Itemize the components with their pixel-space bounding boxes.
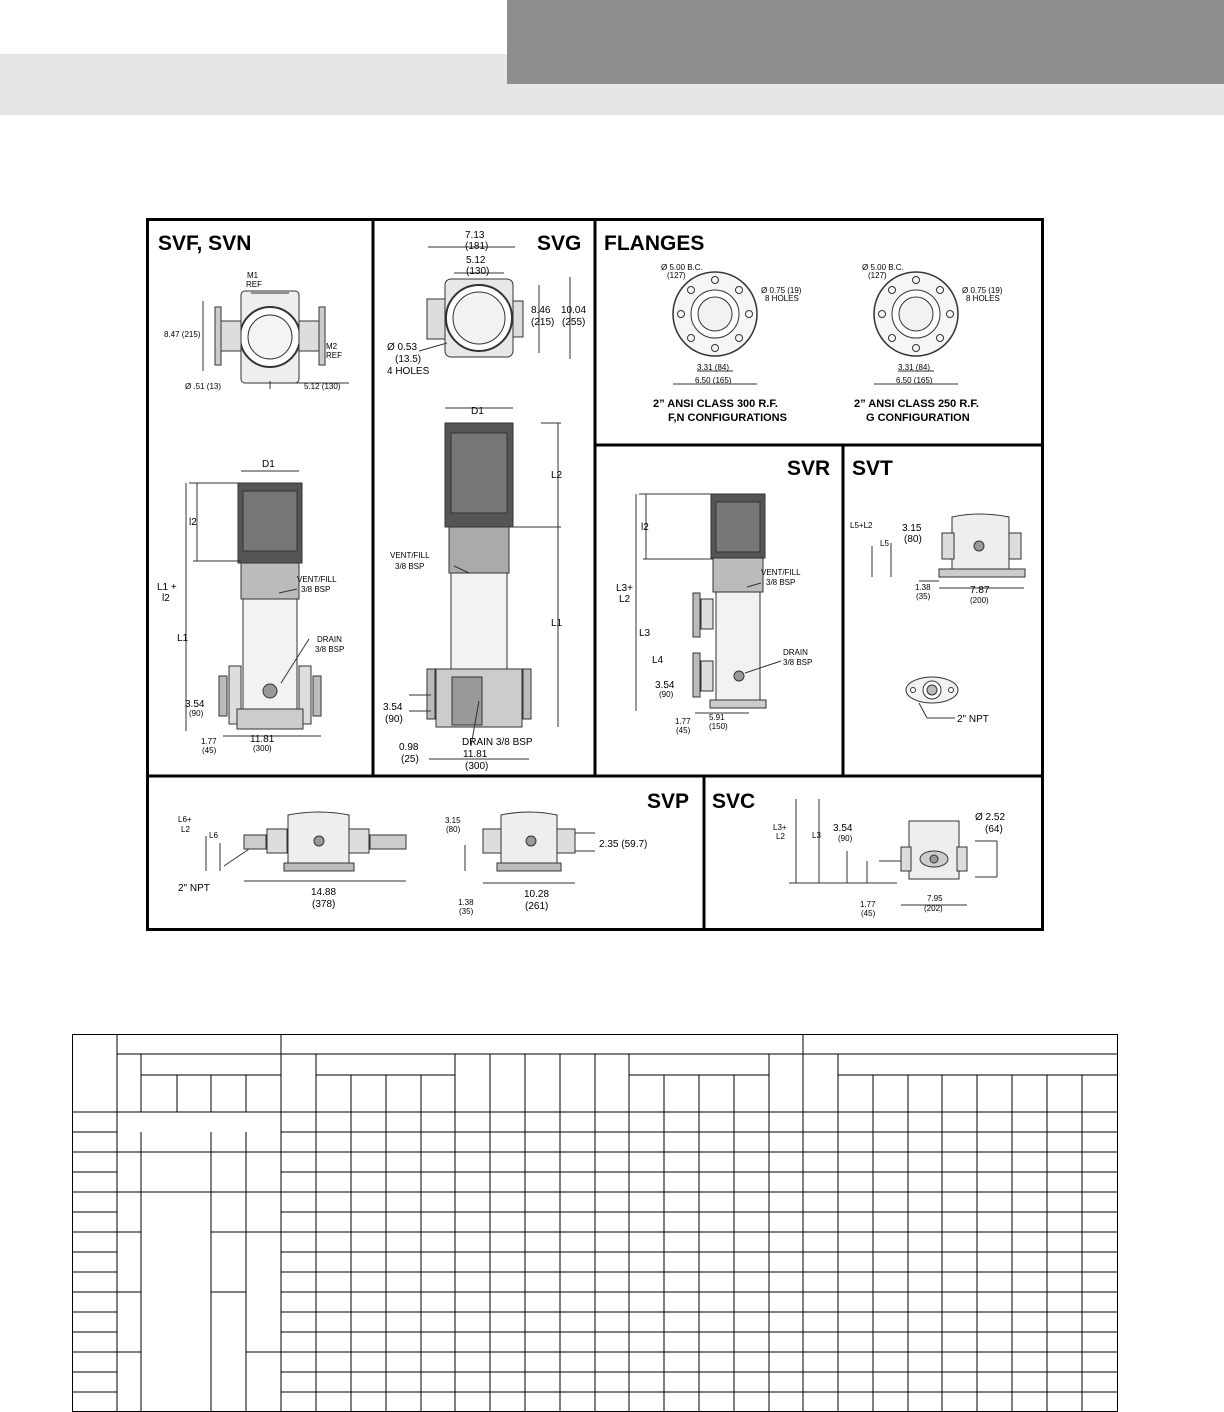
panel-title-svf-svn: SVF, SVN [158, 232, 252, 255]
panel-svp [178, 790, 689, 916]
svp-l6plus-label: L6+ [178, 815, 192, 824]
svc-l3-label: L3 [812, 831, 821, 840]
svt-l5l2-label: L5+L2 [850, 521, 873, 530]
panel-title-svr: SVR [787, 457, 831, 480]
svf-dim-177: 1.77 [201, 737, 217, 746]
svc-dim-795: 7.95 [927, 894, 943, 903]
svc-dim-177: 1.77 [860, 900, 876, 909]
svp-dim-235: 2.35 (59.7) [599, 839, 648, 850]
svp-left-drawing [206, 812, 406, 881]
svf-m1-label: M1 [247, 271, 259, 280]
svr-l4-label: L4 [652, 655, 664, 666]
svr-vent-label: VENT/FILL [761, 568, 801, 577]
svf-vent-bsp: 3/8 BSP [301, 585, 331, 594]
svf-dim-512: 5.12 (130) [304, 382, 341, 391]
svp-dim-80: (80) [446, 825, 461, 834]
svf-m2-label: M2 [326, 342, 338, 351]
flange-left-bc: Ø 5.00 B.C. [661, 263, 703, 272]
svr-dim-177: 1.77 [675, 717, 691, 726]
panel-title-svt: SVT [852, 457, 893, 480]
svg-side-view-drawing [409, 408, 561, 759]
svf-dim-847: 8.47 (215) [164, 330, 201, 339]
svr-dim-45: (45) [676, 726, 691, 735]
svr-l2b-label: L2 [619, 594, 631, 605]
svt-npt-label: 2" NPT [957, 714, 989, 725]
svg-drain-label: DRAIN 3/8 BSP [462, 737, 533, 748]
svg-top-view-drawing [419, 247, 570, 359]
flange-left-bc-mm: (127) [667, 271, 686, 280]
panel-title-svp: SVP [647, 790, 690, 813]
panel-svf-svn [157, 232, 349, 755]
svp-dim-315: 3.15 [445, 816, 461, 825]
svf-ref2-label: REF [326, 351, 342, 360]
svt-dim-80: (80) [904, 534, 922, 545]
flange-right-outer: 6.50 (165) [896, 376, 933, 385]
svp-right-drawing [465, 812, 595, 883]
svf-dim-90: (90) [189, 709, 204, 718]
svc-dim-354: 3.54 [833, 823, 853, 834]
svf-top-view-drawing [203, 291, 349, 389]
svf-vent-label: VENT/FILL [297, 575, 337, 584]
svp-l6-label: L6 [209, 831, 218, 840]
svp-dim-1028: 10.28 [524, 889, 550, 900]
svf-d1-label: D1 [262, 459, 275, 470]
svt-side-view-drawing [872, 514, 1025, 588]
dimensions-table [72, 1034, 1118, 1412]
svp-l2-label: L2 [181, 825, 190, 834]
svp-npt-label: 2" NPT [178, 883, 210, 894]
panel-title-svc: SVC [712, 790, 756, 813]
svt-oval-flange-drawing [906, 677, 958, 718]
svf-drain-label: DRAIN [317, 635, 342, 644]
panel-title-svg: SVG [537, 232, 582, 255]
panel-flanges [604, 232, 1003, 424]
svt-dim-138: 1.38 [915, 583, 931, 592]
svf-dim-45: (45) [202, 746, 217, 755]
panel-svt [850, 457, 1025, 725]
svc-dim-252: Ø 2.52 [975, 812, 1006, 823]
flange-left-caption1: 2” ANSI CLASS 300 R.F. [653, 398, 778, 410]
svf-dim-hole: Ø .51 (13) [185, 382, 222, 391]
svg-hole-mm: (13.5) [395, 354, 422, 365]
svf-ref1-label: REF [246, 280, 262, 289]
svg-hole-label: Ø 0.53 [387, 342, 418, 353]
svp-dim-138: 1.38 [458, 898, 474, 907]
flange-left-outer: 6.50 (165) [695, 376, 732, 385]
flange-right-caption1: 2” ANSI CLASS 250 R.F. [854, 398, 979, 410]
svf-l2-label: l2 [189, 517, 197, 528]
svt-l5-label: L5 [880, 539, 889, 548]
svr-drain-bsp: 3/8 BSP [783, 658, 813, 667]
flange-left-caption2: F,N CONFIGURATIONS [668, 412, 787, 424]
svc-dim-202: (202) [924, 904, 943, 913]
svr-l3plus-label: L3+ [616, 583, 633, 594]
flange-right-inner: 3.31 (84) [898, 363, 931, 372]
svc-l3plus-label: L3+ [773, 823, 787, 832]
svf-drain-bsp: 3/8 BSP [315, 645, 345, 654]
svc-dim-64: (64) [985, 824, 1003, 835]
flange-right-caption2: G CONFIGURATION [866, 412, 970, 424]
svg-l1-label: L1 [551, 618, 563, 629]
svr-drain-label: DRAIN [783, 648, 808, 657]
table-body-lines [72, 1112, 1118, 1412]
flange-left-inner: 3.31 (84) [697, 363, 730, 372]
svt-dim-315: 3.15 [902, 523, 922, 534]
svg-vent-bsp: 3/8 BSP [395, 562, 425, 571]
svf-l1plus-label: L1 + [157, 582, 177, 593]
svc-l2-label: L2 [776, 832, 785, 841]
svp-dim-261: (261) [525, 901, 549, 912]
svc-dim-45: (45) [861, 909, 876, 918]
svc-dim-90: (90) [838, 834, 853, 843]
panel-svc [712, 790, 1005, 918]
svf-side-view-drawing [186, 471, 321, 736]
panel-title-flanges: FLANGES [604, 232, 705, 255]
svr-dim-591: 5.91 [709, 713, 725, 722]
flange-left-hole: Ø 0.75 (19) [761, 286, 802, 295]
svg-vent-label: VENT/FILL [390, 551, 430, 560]
svg-holes-label: 4 HOLES [387, 366, 430, 377]
flange-right-bc: Ø 5.00 B.C. [862, 263, 904, 272]
dimensions-table-grid [72, 1034, 1118, 1412]
panel-svg [383, 230, 586, 772]
svg-d1-label: D1 [471, 406, 484, 417]
svf-l2b-label: l2 [162, 593, 170, 604]
svt-dim-787: 7.87 [970, 585, 990, 596]
svr-dim-150: (150) [709, 722, 728, 731]
svf-dim-354: 3.54 [185, 699, 205, 710]
svf-l1-label: L1 [177, 633, 189, 644]
dimension-drawings-figure [146, 218, 1044, 931]
svr-l2-label: l2 [641, 522, 649, 533]
svp-dim-35: (35) [459, 907, 474, 916]
svf-dim-300: (300) [253, 744, 272, 753]
svr-vent-bsp: 3/8 BSP [766, 578, 796, 587]
svr-l3-label: L3 [639, 628, 651, 639]
drawings-canvas [149, 221, 1041, 928]
flange-right-hole: Ø 0.75 (19) [962, 286, 1003, 295]
svr-dim-354: 3.54 [655, 680, 675, 691]
svr-dim-90: (90) [659, 690, 674, 699]
svt-dim-200: (200) [970, 596, 989, 605]
svc-drawing [789, 799, 997, 905]
panel-svr [616, 457, 830, 735]
svt-dim-35: (35) [916, 592, 931, 601]
svf-dim-1181: 11.81 [250, 734, 275, 745]
header-title-block [507, 0, 1224, 84]
flange-left-holes: 8 HOLES [765, 294, 799, 303]
svp-dim-1488: 14.88 [311, 887, 337, 898]
flange-right-holes: 8 HOLES [966, 294, 1000, 303]
svg-l2-label: L2 [551, 470, 563, 481]
svp-dim-378: (378) [312, 899, 336, 910]
flange-right-bc-mm: (127) [868, 271, 887, 280]
